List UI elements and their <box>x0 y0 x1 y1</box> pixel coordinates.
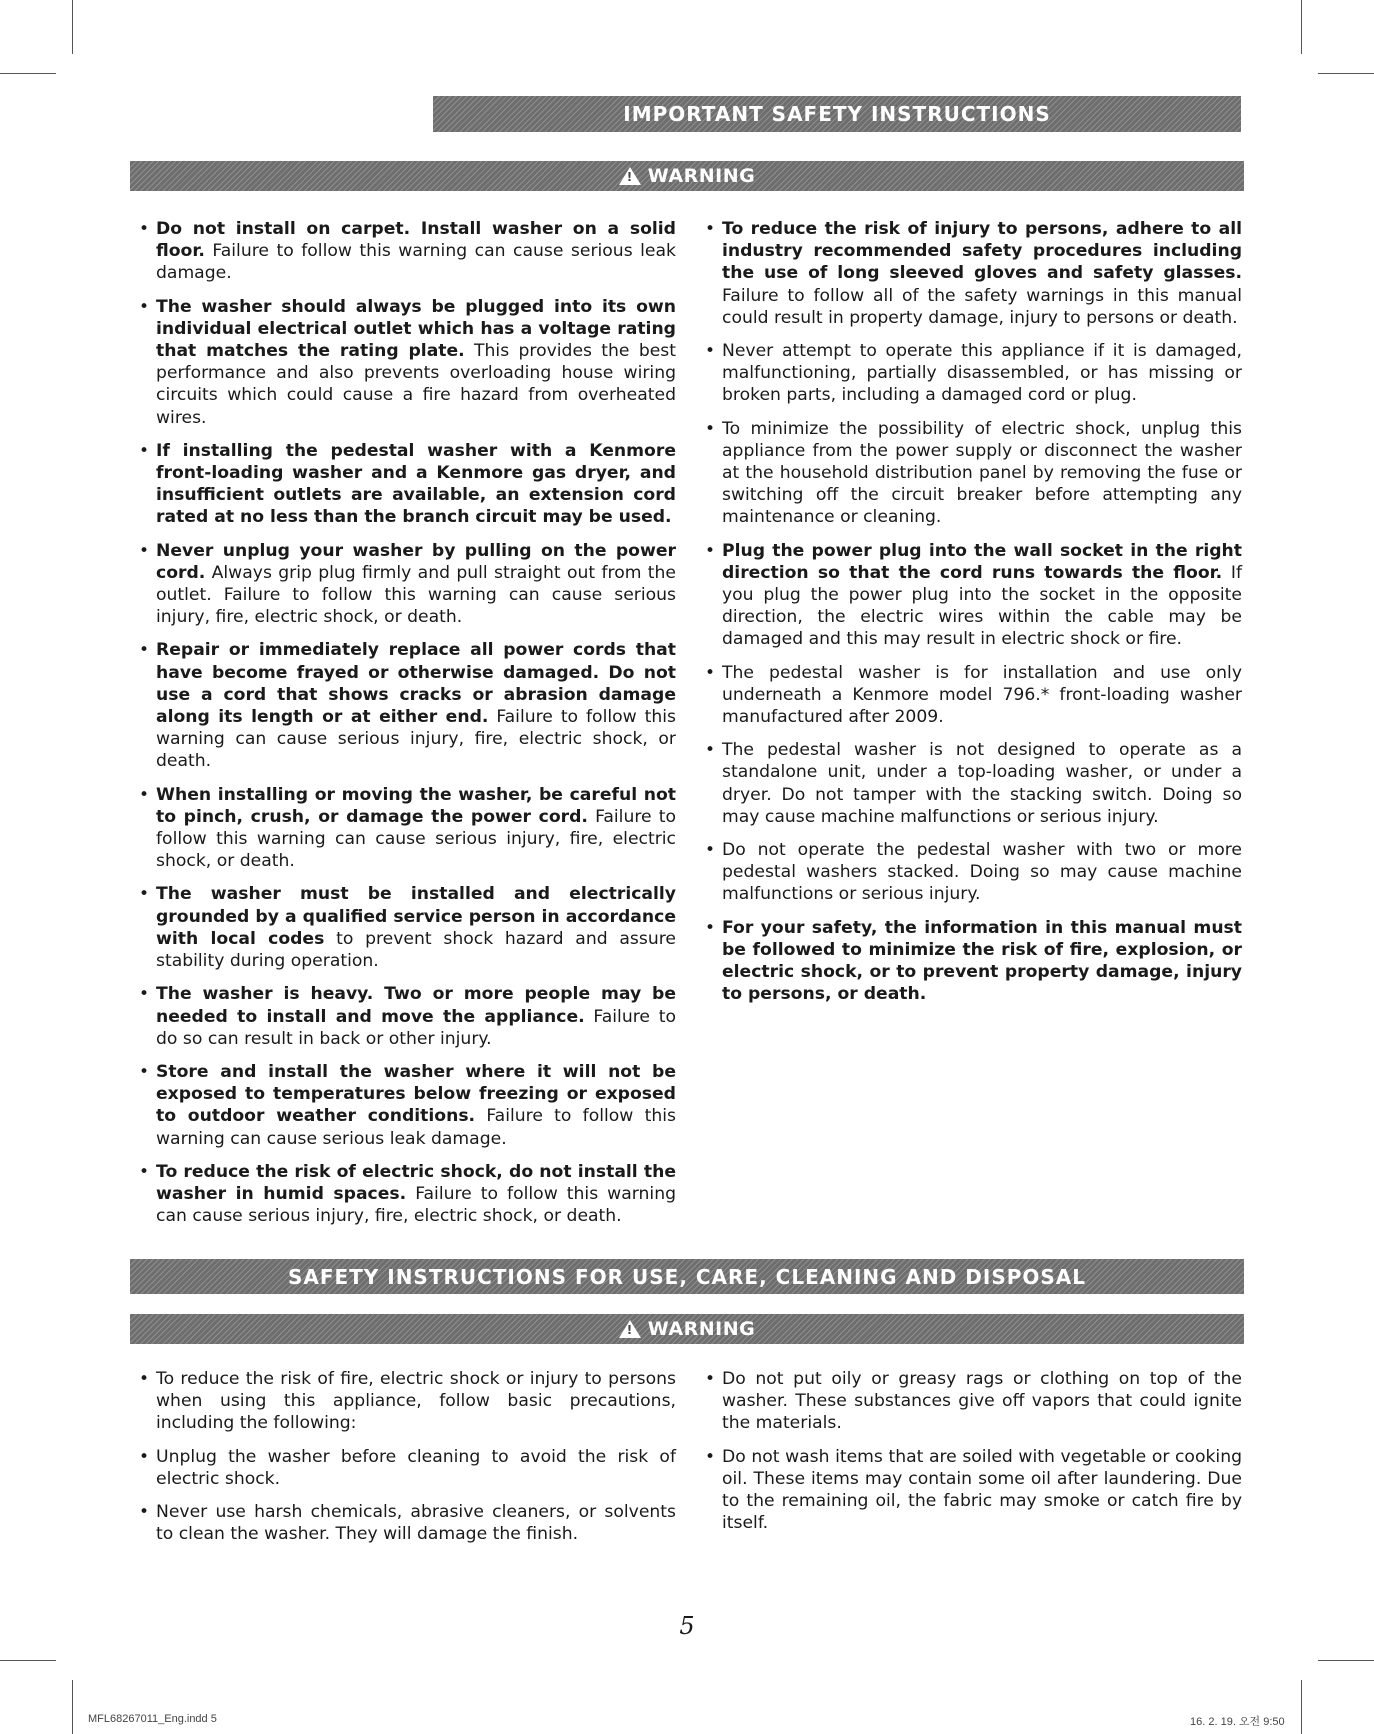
bullet-text: Unplug the washer before cleaning to avoid the risk of electric shock. <box>156 1446 676 1489</box>
section-header-title: SAFETY INSTRUCTIONS FOR USE, CARE, CLEANING AND DISPOSAL <box>287 1264 1087 1289</box>
bullet-text: Failure to follow this warning can cause serious injury, fire, electric shock, or death. <box>156 707 676 772</box>
bullet-bold-text: If installing the pedestal washer with a Kenmore front-loading washer and a Kenmore gas dryer, and insufficient outlets are available, an extension cord rated at no less than the branch circuit may be used. <box>156 440 676 528</box>
bullet-bold-text: The washer is heavy. Two or more people may be needed to install and move the appliance. <box>156 984 676 1027</box>
bullet-item <box>136 983 676 1050</box>
bullet-item <box>136 1368 676 1435</box>
bullet-text: Never attempt to operate this appliance if it is damaged, malfunctioning, partially disassembled, or has missing or broken parts, including a damaged cord or plug. <box>722 341 1242 406</box>
crop-mark <box>0 73 56 74</box>
footer-timestamp: 16. 2. 19. 오전 9:50 <box>1190 1716 1285 1728</box>
footer-file-name: MFL68267011_Eng.indd 5 <box>88 1713 217 1725</box>
bullet-bold-text: Never unplug your washer by pulling on the power cord. <box>156 540 676 583</box>
crop-mark <box>1318 73 1374 74</box>
bullet-text: Do not operate the pedestal washer with two or more pedestal washers stacked. Doing so may cause machine malfunctions or serious injury. <box>722 840 1242 905</box>
section-header-title: IMPORTANT SAFETY INSTRUCTIONS <box>623 102 1051 126</box>
bullet-item <box>702 1446 1242 1535</box>
bullet-item <box>702 418 1242 529</box>
bullet-item <box>136 1061 676 1150</box>
section-header-banner <box>433 96 1241 132</box>
bullet-text: Never use harsh chemicals, abrasive cleaners, or solvents to clean the washer. They will damage the finish. <box>156 1502 676 1545</box>
bullet-text: Failure to follow this warning can cause serious injury, fire, electric shock, or death. <box>156 806 676 872</box>
bullet-item <box>136 540 676 629</box>
bullet-bold-text: The washer should always be plugged into its own individual electrical outlet which has a voltage rating that matches the rating plate. <box>156 296 676 362</box>
bullet-bold-text: Plug the power plug into the wall socket in the right direction so that the cord runs towards the floor. <box>722 540 1242 583</box>
warning-label: WARNING <box>647 165 756 187</box>
bullet-text: If you plug the power plug into the socket in the opposite direction, the electric wires within the cable may be damaged and this may result in electric shock or fire. <box>722 562 1242 650</box>
crop-mark <box>1301 1680 1302 1734</box>
bullet-bold-text: Store and install the washer where it will not be exposed to temperatures below freezing or exposed to outdoor weather conditions. <box>156 1061 676 1127</box>
bullet-list <box>136 218 676 1227</box>
bullet-item <box>136 1446 676 1490</box>
bullet-text: To minimize the possibility of electric shock, unplug this appliance from the power supply or disconnect the washer at the household distribution panel by removing the fuse or switching off the circuit breaker before attempting any maintenance or cleaning. <box>722 418 1242 528</box>
bullet-text: The pedestal washer is for installation and use only underneath a Kenmore model 796.* front-loading washer manufactured after 2009. <box>722 662 1242 728</box>
bullet-text: to prevent shock hazard and assure stability during operation. <box>156 928 676 972</box>
bullet-text: Failure to follow all of the safety warnings in this manual could result in property damage, injury to persons or death. <box>722 285 1242 328</box>
bullet-bold-text: When installing or moving the washer, be careful not to pinch, crush, or damage the power cord. <box>156 784 676 827</box>
warning-column-right <box>702 218 1242 1017</box>
bullet-item <box>702 1368 1242 1435</box>
care-column-left <box>136 1368 676 1556</box>
crop-mark <box>72 1680 73 1734</box>
crop-mark <box>1301 0 1302 54</box>
warning-triangle-icon <box>619 167 641 185</box>
care-column-right <box>702 1368 1242 1545</box>
bullet-item <box>702 839 1242 906</box>
bullet-text: The pedestal washer is not designed to operate as a standalone unit, under a top-loading washer, or under a dryer. Do not tamper with the stacking switch. Doing so may cause machine malfunctions or serious injury. <box>722 740 1242 827</box>
bullet-item <box>136 296 676 429</box>
bullet-bold-text: For your safety, the information in this manual must be followed to minimize the risk of fire, explosion, or electric shock, or to prevent property damage, injury to persons, or death. <box>722 917 1242 1005</box>
bullet-item <box>136 440 676 529</box>
warning-triangle-icon <box>619 1320 641 1338</box>
bullet-text: Do not put oily or greasy rags or clothing on top of the washer. These substances give off vapors that could ignite the materials. <box>722 1369 1242 1434</box>
bullet-item <box>136 1501 676 1545</box>
bullet-text: Failure to follow this warning can cause serious leak damage. <box>156 241 676 284</box>
bullet-item <box>702 218 1242 329</box>
bullet-item <box>136 784 676 873</box>
bullet-bold-text: To reduce the risk of electric shock, do not install the washer in humid spaces. <box>156 1161 676 1204</box>
bullet-bold-text: The washer must be installed and electrically grounded by a qualified service person in accordance with local codes <box>156 884 676 949</box>
bullet-bold-text: Do not install on carpet. Install washer on a solid floor. <box>156 219 676 262</box>
bullet-item <box>136 1161 676 1228</box>
bullet-list <box>702 1368 1242 1534</box>
bullet-bold-text: To reduce the risk of injury to persons, adhere to all industry recommended safety procedures including the use of long sleeved gloves and safety glasses. <box>722 219 1242 284</box>
warning-banner <box>130 161 1244 191</box>
bullet-text: Failure to do so can result in back or other injury. <box>156 1006 677 1049</box>
bullet-item <box>702 662 1242 729</box>
warning-label: WARNING <box>647 1318 756 1340</box>
bullet-text: This provides the best performance and also prevents overloading house wiring circuits which could cause a fire hazard from overheated wires. <box>156 341 676 428</box>
warning-column-left <box>136 218 676 1238</box>
page-number: 5 <box>679 1612 695 1640</box>
bullet-text: Always grip plug firmly and pull straight out from the outlet. Failure to follow this warning can cause serious injury, fire, electric shock, or death. <box>156 562 676 628</box>
bullet-list <box>702 218 1242 1006</box>
bullet-item <box>136 639 676 772</box>
bullet-text: Failure to follow this warning can cause serious leak damage. <box>156 1106 676 1149</box>
section-header-banner <box>130 1259 1244 1294</box>
bullet-item <box>136 883 676 972</box>
bullet-text: To reduce the risk of fire, electric shock or injury to persons when using this appliance, follow basic precautions, including the following: <box>156 1369 676 1434</box>
bullet-text: Failure to follow this warning can cause serious injury, fire, electric shock, or death. <box>156 1183 676 1227</box>
bullet-list <box>136 1368 676 1545</box>
bullet-item <box>702 917 1242 1006</box>
crop-mark <box>0 1660 56 1661</box>
bullet-item <box>136 218 676 285</box>
crop-mark <box>1318 1660 1374 1661</box>
bullet-item <box>702 340 1242 407</box>
bullet-text: Do not wash items that are soiled with vegetable or cooking oil. These items may contain some oil after laundering. Due to the remaining oil, the fabric may smoke or catch fire by itself. <box>722 1446 1242 1534</box>
crop-mark <box>72 0 73 54</box>
bullet-bold-text: Repair or immediately replace all power cords that have become frayed or otherwise damaged. Do not use a cord that shows cracks or abrasion damage along its length or at either end. <box>156 640 676 728</box>
bullet-item <box>702 540 1242 651</box>
bullet-item <box>702 739 1242 828</box>
warning-banner <box>130 1314 1244 1344</box>
